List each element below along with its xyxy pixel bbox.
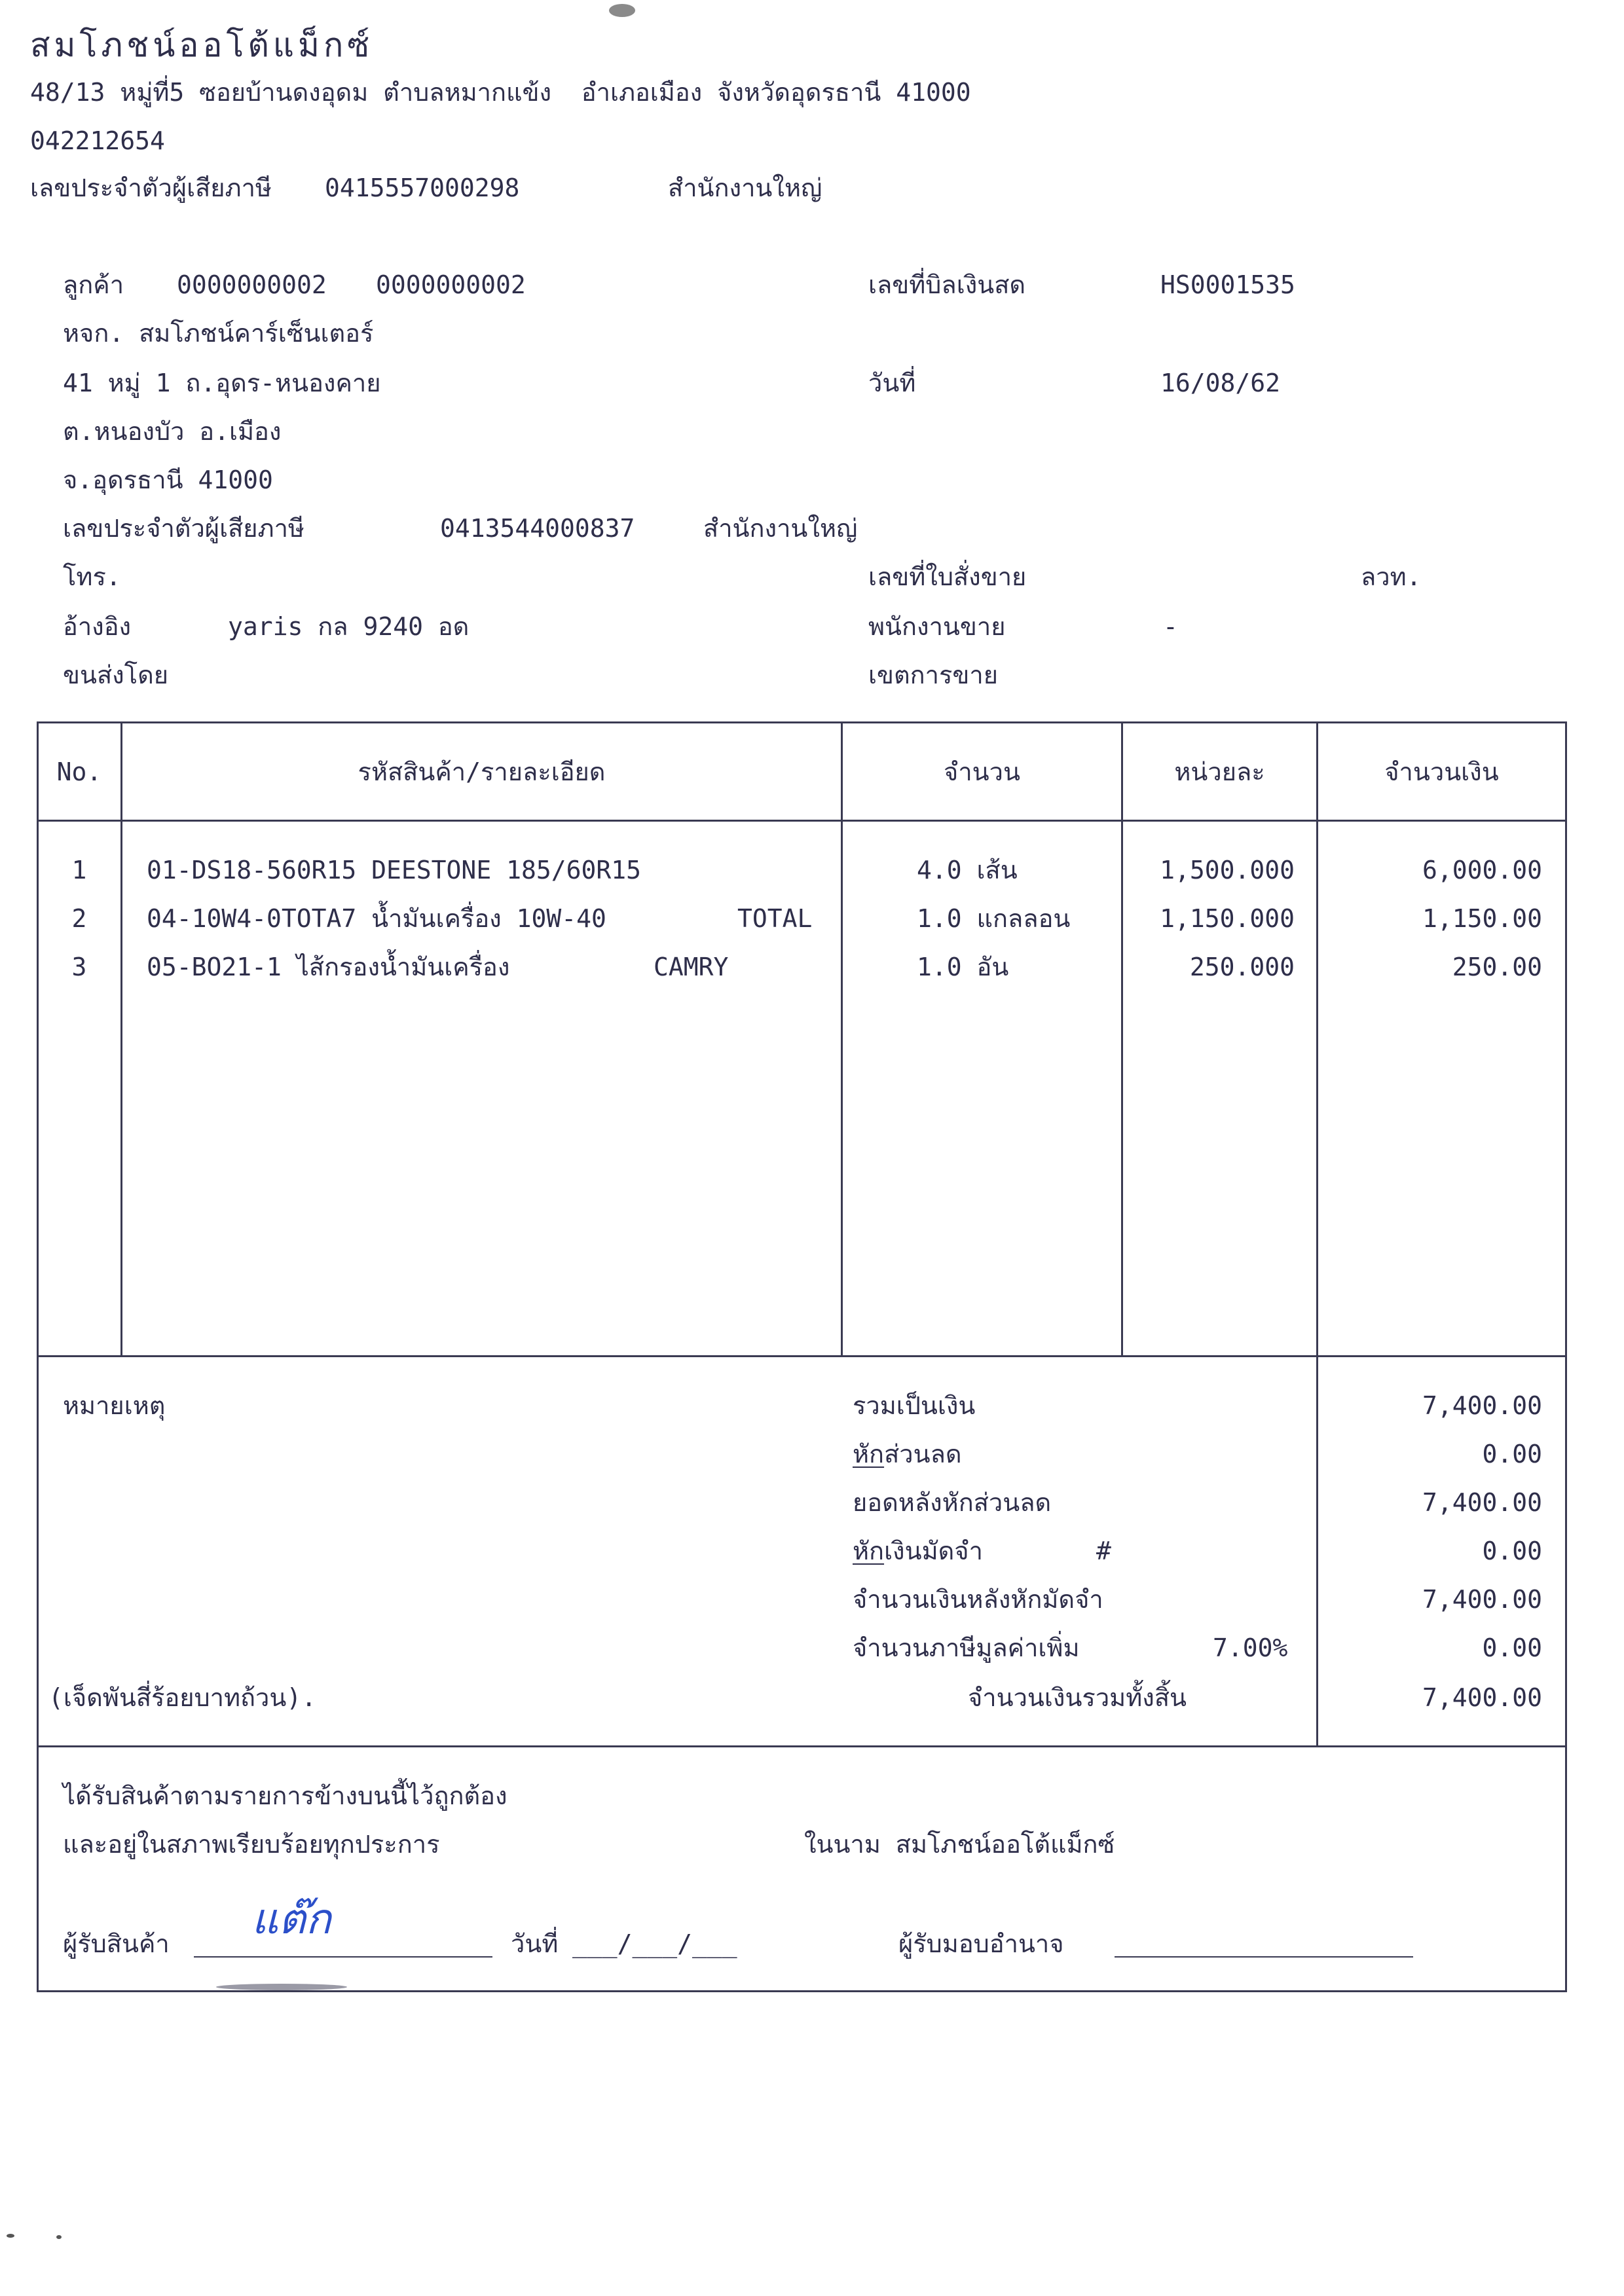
row-quantity: 1.0 แกลลอน [917, 904, 1071, 933]
customer-branch: สำนักงานใหญ่ [703, 514, 858, 543]
scan-dot [7, 2234, 14, 2238]
row-no: 3 [71, 953, 87, 981]
grand-total-value: 7,400.00 [1422, 1683, 1542, 1712]
row-no: 1 [71, 856, 87, 884]
customer-tax-label: เลขประจำตัวผู้เสียภาษี [63, 514, 304, 543]
scan-smudge [216, 1984, 347, 1990]
after-deposit-label: จำนวนเงินหลังหักมัดจำ [853, 1585, 1103, 1614]
row-quantity: 4.0 เส้น [917, 856, 1018, 884]
scan-mark [609, 4, 635, 17]
header-quantity: จำนวน [944, 757, 1020, 786]
authorized-signature-line [1115, 1956, 1413, 1958]
customer-tax-id: 0413544000837 [440, 514, 635, 543]
header-unit-price: หน่วยละ [1174, 757, 1265, 786]
header-description: รหัสสินค้า/รายละเอียด [358, 757, 606, 786]
customer-label: ลูกค้า [63, 270, 124, 299]
subtotal-value: 7,400.00 [1422, 1391, 1542, 1420]
seller-tax-id: 0415557000298 [325, 173, 520, 202]
seller-tax-label: เลขประจำตัวผู้เสียภาษี [30, 173, 272, 202]
salesman-label: พนักงานขาย [868, 612, 1006, 641]
row-amount: 1,150.00 [1422, 904, 1542, 933]
remark-label: หมายเหตุ [63, 1391, 166, 1420]
after-deposit-value: 7,400.00 [1422, 1585, 1542, 1614]
row-description-extra: TOTAL [737, 904, 813, 933]
after-discount-value: 7,400.00 [1422, 1488, 1542, 1517]
discount-label-prefix: หัก [853, 1440, 885, 1468]
grand-total-label: จำนวนเงินรวมทั้งสิ้น [968, 1683, 1187, 1712]
seller-branch: สำนักงานใหญ่ [668, 173, 822, 202]
date-value: 16/08/62 [1160, 369, 1281, 397]
sales-area-label: เขตการขาย [868, 661, 998, 689]
receiver-signature-line [194, 1956, 492, 1958]
customer-ref-label: อ้างอิง [63, 612, 132, 641]
deposit-label-prefix: หัก [853, 1537, 885, 1565]
vat-value: 0.00 [1482, 1633, 1542, 1662]
seller-phone: 042212654 [30, 126, 165, 155]
customer-address-3: จ.อุดรธานี 41000 [63, 465, 273, 494]
vat-rate: 7.00% [1213, 1633, 1288, 1662]
discount-label [853, 1442, 962, 1467]
row-no: 2 [71, 904, 87, 933]
deposit-label [853, 1539, 983, 1563]
customer-phone-label: โทร. [63, 562, 121, 591]
row-quantity: 1.0 อัน [917, 953, 1009, 981]
vat-label: จำนวนภาษีมูลค่าเพิ่ม [853, 1633, 1080, 1662]
date-label: วันที่ [868, 369, 916, 397]
row-description: 04-10W4-0TOTA7 น้ำมันเครื่อง 10W-40 [147, 904, 606, 933]
receive-date-label: วันที่ [511, 1929, 559, 1958]
deposit-label-text: เงินมัดจำ [884, 1537, 983, 1565]
row-description-extra: CAMRY [654, 953, 729, 981]
discount-value: 0.00 [1482, 1440, 1542, 1468]
sales-order-label: เลขที่ใบสั่งขาย [868, 562, 1027, 591]
received-line-1: ได้รับสินค้าตามรายการข้างบนนี้ไว้ถูกต้อง [63, 1781, 507, 1810]
row-amount: 250.00 [1452, 953, 1542, 981]
row-unit-price: 1,500.000 [1160, 856, 1295, 884]
bill-no: HS0001535 [1160, 270, 1295, 299]
row-description: 01-DS18-560R15 DEESTONE 185/60R15 [147, 856, 641, 884]
row-amount: 6,000.00 [1422, 856, 1542, 884]
on-behalf-of: ในนาม สมโภชน์ออโต้แม็กซ์ [804, 1830, 1115, 1859]
scan-dot [56, 2235, 62, 2239]
after-discount-label: ยอดหลังหักส่วนลด [853, 1488, 1052, 1517]
deposit-value: 0.00 [1482, 1537, 1542, 1565]
received-line-2: และอยู่ในสภาพเรียบร้อยทุกประการ [63, 1830, 440, 1859]
salesman-value: - [1163, 612, 1178, 641]
deposit-mark: # [1096, 1537, 1111, 1565]
header-no: No. [56, 757, 102, 786]
seller-name: สมโภชน์ออโต้แม็กซ์ [30, 26, 374, 64]
receiver-signature: แต๊ก [251, 1895, 331, 1944]
customer-ship-label: ขนส่งโดย [63, 661, 169, 689]
seller-address: 48/13 หมู่ที่5 ซอยบ้านดงอุดม ตำบลหมากแข้ง อำเภอเมือง จังหวัดอุดรธานี 41000 [30, 78, 971, 107]
bill-no-label: เลขที่บิลเงินสด [868, 270, 1026, 299]
discount-label-text: ส่วนลด [884, 1440, 962, 1468]
customer-code-1: 0000000002 [177, 270, 327, 299]
receiver-label: ผู้รับสินค้า [63, 1929, 170, 1958]
customer-name: หจก. สมโภชน์คาร์เซ็นเตอร์ [63, 319, 374, 348]
header-amount: จำนวนเงิน [1384, 757, 1499, 786]
subtotal-label: รวมเป็นเงิน [853, 1391, 976, 1420]
customer-address-1: 41 หมู่ 1 ถ.อุดร-หนองคาย [63, 369, 381, 397]
sales-order-value: ลวท. [1361, 562, 1422, 591]
row-unit-price: 250.000 [1189, 953, 1295, 981]
customer-ref-value: yaris กล 9240 อด [228, 612, 470, 641]
receive-date-blank: ___/___/___ [572, 1929, 737, 1958]
customer-address-2: ต.หนองบัว อ.เมือง [63, 417, 282, 446]
row-unit-price: 1,150.000 [1160, 904, 1295, 933]
authorized-label: ผู้รับมอบอำนาจ [898, 1929, 1064, 1958]
customer-code-2: 0000000002 [376, 270, 526, 299]
row-description: 05-BO21-1 ไส้กรองน้ำมันเครื่อง [147, 953, 510, 981]
amount-in-words: (เจ็ดพันสี่ร้อยบาทถ้วน). [48, 1683, 317, 1712]
